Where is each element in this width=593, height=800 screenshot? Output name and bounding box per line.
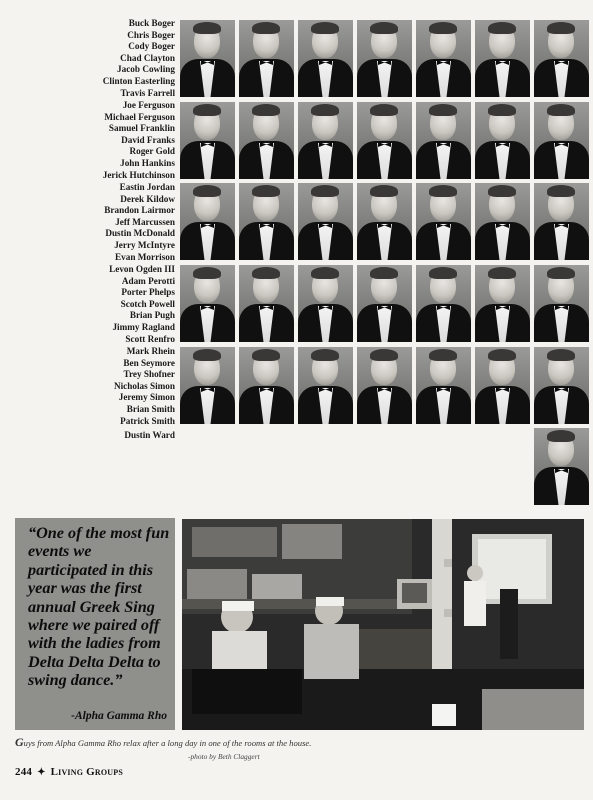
member-name: Dustin Ward — [124, 430, 175, 440]
name-group — [114, 346, 175, 427]
member-name: Roger Gold — [129, 146, 175, 157]
member-portrait — [416, 347, 471, 424]
member-name: Joe Ferguson — [122, 100, 175, 110]
member-portrait — [180, 102, 235, 179]
member-portrait — [180, 265, 235, 342]
photo-caption — [15, 737, 335, 748]
member-name: Michael Ferguson — [104, 111, 175, 122]
portrait-grid — [180, 20, 593, 510]
member-name: Nicholas Simon — [113, 380, 175, 391]
quote-attribution: -Alpha Gamma Rho — [71, 710, 167, 722]
section-title: Living Groups — [50, 766, 123, 778]
caption-text: uys from Alpha Gamma Rho relax after a long day in one of the rooms at the house. — [23, 738, 312, 748]
photo-credit: -photo by Beth Claggert — [188, 752, 260, 761]
member-portrait — [416, 183, 471, 260]
member-name: Travis Farrell — [120, 87, 175, 98]
member-name: Mark Rhein — [126, 346, 175, 356]
member-name: Patrick Smith — [120, 415, 175, 426]
member-portrait — [239, 20, 294, 97]
member-name: John Hankins — [120, 157, 175, 168]
member-name: Cody Boger — [128, 41, 175, 52]
member-name: Chad Clayton — [120, 52, 175, 63]
member-portrait — [416, 265, 471, 342]
member-portrait — [180, 347, 235, 424]
member-portrait — [298, 265, 353, 342]
member-name: Scott Renfro — [125, 333, 175, 344]
member-name: Dustin McDonald — [105, 228, 175, 239]
member-portrait — [357, 102, 412, 179]
member-name: Levon Ogden III — [109, 264, 175, 274]
page-footer — [15, 766, 123, 778]
member-portrait — [416, 102, 471, 179]
member-portrait — [357, 265, 412, 342]
member-name: Jerry McIntyre — [114, 239, 175, 250]
member-portrait — [298, 20, 353, 97]
pull-quote: “One of the most fun events we participated in this year was the first annual Greek Sing where we paired off with the ladies from Delta Delta Delta to swing dance.” — [28, 524, 170, 690]
candid-photo — [182, 519, 584, 730]
member-portrait — [475, 102, 530, 179]
member-name: Brian Pugh — [129, 310, 175, 321]
quote-box — [15, 518, 175, 730]
member-name: Brian Smith — [126, 403, 175, 414]
member-portrait — [534, 428, 589, 505]
member-portrait — [239, 102, 294, 179]
member-name: Porter Phelps — [121, 287, 175, 298]
member-portrait — [357, 347, 412, 424]
member-name: Ben Seymore — [123, 357, 175, 368]
member-portrait — [416, 20, 471, 97]
member-portrait — [475, 20, 530, 97]
member-portrait — [475, 347, 530, 424]
member-portrait — [239, 183, 294, 260]
member-name: Samuel Franklin — [108, 123, 175, 134]
member-portrait — [298, 183, 353, 260]
name-group — [104, 182, 175, 263]
member-name: Eastin Jordan — [119, 182, 175, 192]
member-name: David Franks — [121, 134, 175, 145]
member-portrait — [475, 183, 530, 260]
name-group — [103, 18, 175, 99]
member-name: Jimmy Ragland — [112, 321, 175, 332]
member-name: Chris Boger — [127, 29, 175, 40]
member-portrait — [239, 347, 294, 424]
member-name: Jerick Hutchinson — [102, 169, 175, 180]
member-portrait — [534, 265, 589, 342]
member-name: Trey Shofner — [123, 369, 175, 380]
member-name: Buck Boger — [128, 18, 175, 28]
diamond-icon: ✦ — [37, 767, 46, 778]
name-group — [109, 264, 175, 345]
member-portrait — [357, 20, 412, 97]
member-portrait — [298, 102, 353, 179]
member-name: Jeremy Simon — [118, 392, 175, 403]
caption-dropcap: G — [15, 735, 24, 749]
member-portrait — [357, 183, 412, 260]
member-portrait — [534, 102, 589, 179]
candid-photo-illustration — [182, 519, 584, 730]
member-name: Jeff Marcussen — [115, 216, 175, 227]
member-portrait — [534, 347, 589, 424]
member-portrait — [475, 265, 530, 342]
member-name: Adam Perotti — [121, 275, 175, 286]
member-portrait — [180, 183, 235, 260]
member-name: Derek Kildow — [120, 193, 175, 204]
member-portrait — [298, 347, 353, 424]
member-name: Scotch Powell — [120, 298, 175, 309]
member-name: Jacob Cowling — [117, 64, 175, 75]
name-group — [124, 430, 175, 442]
member-name: Brandon Lairmor — [104, 205, 175, 216]
page-number: 244 — [15, 766, 33, 778]
member-name: Clinton Easterling — [102, 75, 175, 86]
member-portrait — [534, 20, 589, 97]
member-portrait — [534, 183, 589, 260]
member-portrait — [180, 20, 235, 97]
member-name: Evan Morrison — [115, 251, 175, 262]
name-group — [103, 100, 175, 181]
member-portrait — [239, 265, 294, 342]
